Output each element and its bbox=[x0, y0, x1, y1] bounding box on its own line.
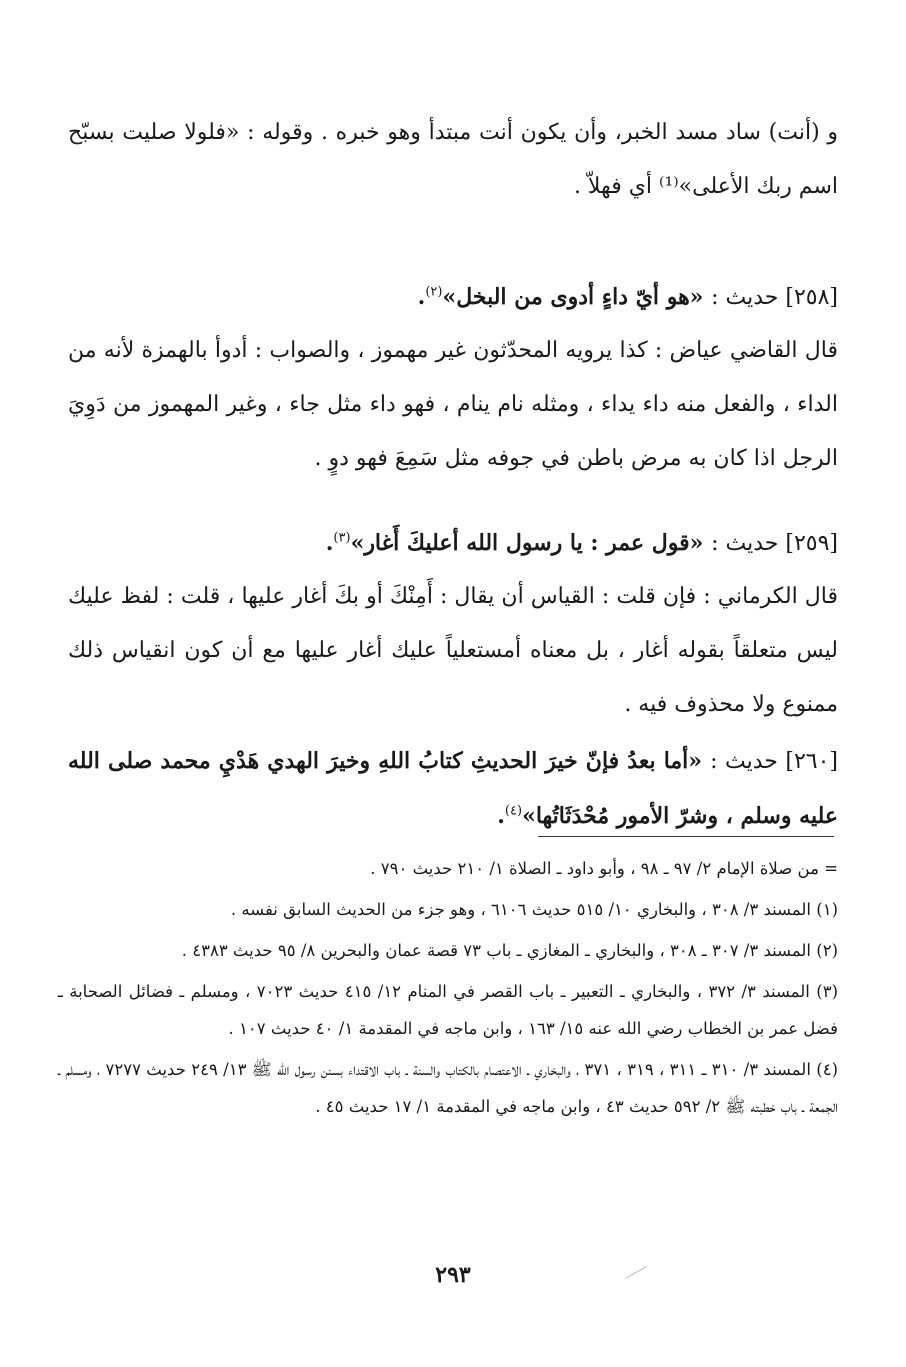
qadi-iyad-commentary: قال القاضي عياض : كذا يرويه المحدّثون غير مهموز ، والصواب : أدوأ بالهمزة لأنه من الداء ، والفعل منه داء يداء ، ومثله نام ينام ، فهو داء مثل جاء ، وغير المهموز من دَوِيَ الرجل اذا كان به مرض باطن في جوفه مثل سَمِعَ فهو دوٍ . bbox=[68, 338, 838, 471]
footnote-4: (٤) المسند ٣/ ٣١٠ ـ ٣١١ ، ٣١٩ ، ٣٧١ ، والبخاري ـ الاعتصام بالكتاب والسنة ـ باب الاقتداء بسنن رسول الله ﷺ ١٣/ ٢٤٩ حديث ٧٢٧٧ ، ومسلم ـ الجمعة ـ باب خطبته ﷺ ٢/ ٥٩٢ حديث ٤٣ ، وابن ماجه في المقدمة ١/ ١٧ حديث ٤٥ . bbox=[58, 1060, 838, 1116]
footnote-ref-3: (٣) bbox=[333, 530, 351, 546]
footnote-ref-2: (٢) bbox=[425, 284, 443, 300]
footnote-continuation: = من صلاة الإمام ٢/ ٩٧ ـ ٩٨ ، وأبو داود ـ الصلاة ١/ ٢١٠ حديث ٧٩٠ . bbox=[370, 859, 838, 878]
footnote-2: (٢) المسند ٣/ ٣٠٧ ـ ٣٠٨ ، والبخاري ـ المغازي ـ باب ٧٣ قصة عمان والبحرين ٨/ ٩٥ حديث ٤٣٨٣ . bbox=[181, 941, 838, 960]
hadith-260 bbox=[68, 734, 838, 843]
hadith-258-end: . bbox=[417, 284, 426, 310]
hadith-258 bbox=[68, 270, 838, 325]
intro-paragraph: و (أنت) ساد مسد الخبر، وأن يكون أنت مبتدأ وهو خبره . وقوله : «فلولا صليت بسبّح اسم ربك الأعلى»⁽¹⁾ أي فهلاّ . bbox=[68, 120, 838, 199]
footnote-3: (٣) المسند ٣/ ٣٧٢ ، والبخاري ـ التعبير ـ باب القصر في المنام ١٢/ ٤١٥ حديث ٧٠٢٣ ، ومسلم ـ فضائل الصحابة ـ فضل عمر بن الخطاب رضي الله عنه ١٥/ ١٦٣ ، وابن ماجه في المقدمة ١/ ٤٠ حديث ١٠٧ . bbox=[58, 982, 838, 1038]
footnote-divider bbox=[538, 836, 834, 837]
hadith-259 bbox=[68, 516, 838, 571]
karmani-commentary: قال الكرماني : فإن قلت : القياس أن يقال : أَمِنْكَ أو بكَ أغار عليها ، قلت : لفظ عليك ليس متعلقاً بقوله أغار ، بل معناه أمستعلياً عليك أغار عليها مع أن كون انقياس ذلك ممنوع ولا محذوف فيه . bbox=[68, 584, 838, 717]
page-number: ٢٩٣ bbox=[435, 1262, 471, 1288]
hadith-259-text: «قول عمر : يا رسول الله أعليكَ أَغار» bbox=[350, 530, 704, 556]
hadith-259-end: . bbox=[325, 530, 334, 556]
hadith-258-text: «هو أيّ داءٍ أدوى من البخل» bbox=[442, 284, 704, 310]
footnote-ref-4: (٤) bbox=[504, 803, 523, 819]
hadith-260-number: [٢٦٠] حديث : bbox=[710, 749, 838, 774]
hadith-258-number: [٢٥٨] حديث : bbox=[711, 285, 838, 310]
footnote-1: (١) المسند ٣/ ٣٠٨ ، والبخاري ١٠/ ٥١٥ حديث ٦١٠٦ ، وهو جزء من الحديث السابق نفسه . bbox=[230, 900, 838, 919]
footnotes bbox=[58, 850, 838, 1129]
hadith-260-end: . bbox=[497, 803, 505, 829]
hadith-259-number: [٢٥٩] حديث : bbox=[711, 531, 838, 556]
hadith-260-text: «أما بعدُ فإنّ خيرَ الحديثِ كتابُ اللهِ وخيرَ الهدي هَدْيِ محمد صلى الله عليه وسلم ، وشرّ الأمور مُحْدَثَاتُها» bbox=[68, 748, 838, 829]
